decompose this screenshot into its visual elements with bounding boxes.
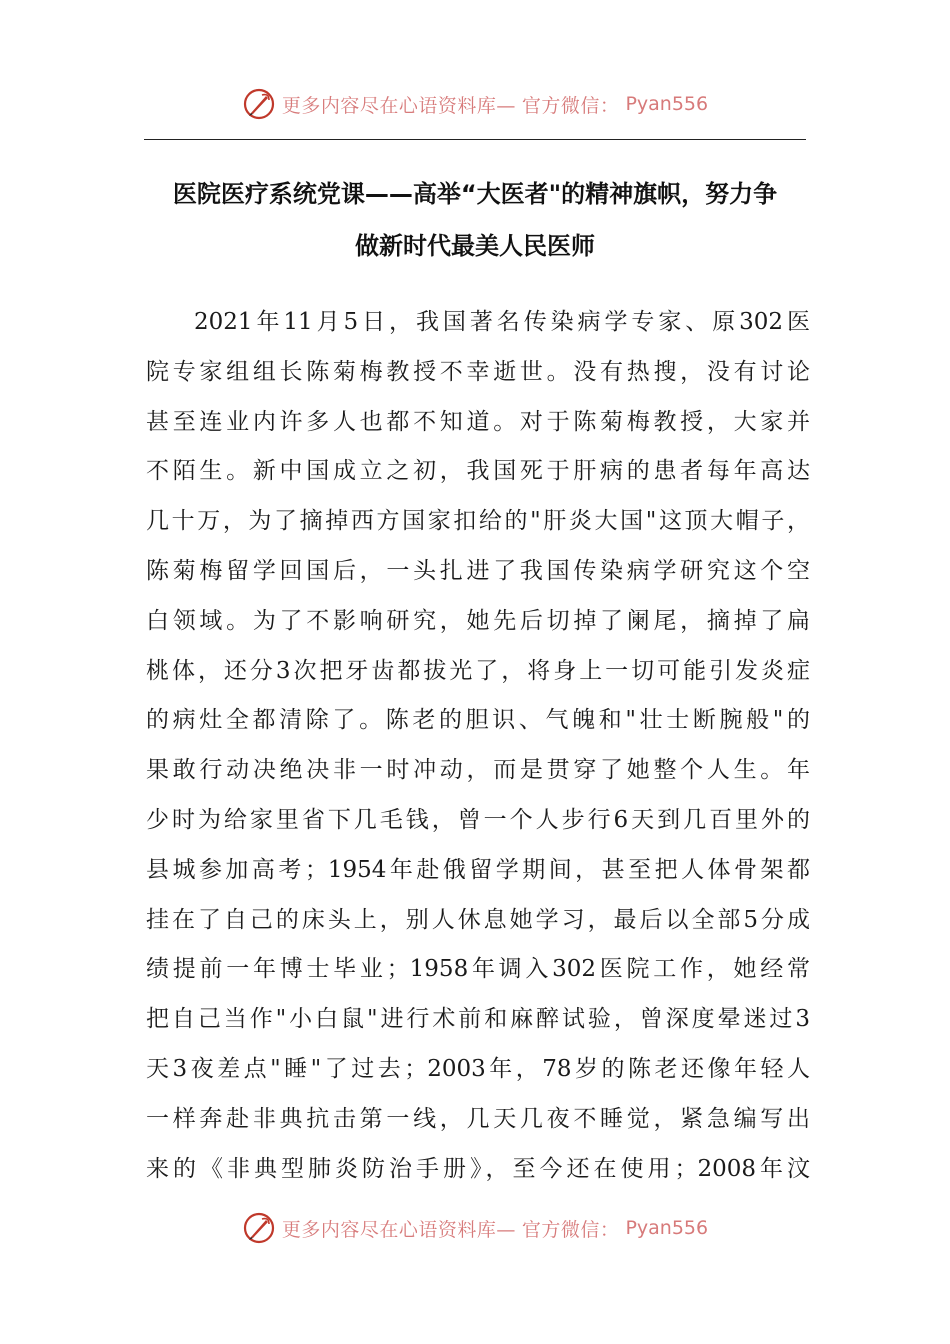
quill-pen-logo-icon (242, 87, 276, 121)
paragraph-line: 一样奔赴非典抗击第一线，几天几夜不睡觉，紧急编写出 (146, 1105, 810, 1132)
document-title (144, 168, 806, 272)
paragraph-line: 县城参加高考；1954年赴俄留学期间，甚至把人体骨架都 (146, 856, 810, 883)
paragraph-line: 院专家组组长陈菊梅教授不幸逝世。没有热搜，没有讨论 (146, 358, 810, 385)
paragraph-line: 挂在了自己的床头上，别人休息她学习，最后以全部5分成 (146, 906, 810, 933)
watermark-official: 官方微信： (521, 1218, 620, 1241)
paragraph-line: 2021年11月5日，我国著名传染病学专家、原302医 (194, 309, 810, 335)
paragraph-line: 天3夜差点"睡"了过去；2003年，78岁的陈老还像年轻人 (146, 1055, 810, 1082)
footer-watermark (0, 1208, 950, 1248)
paragraph-line: 的病灶全都清除了。陈老的胆识、气魄和"壮士断腕般"的 (146, 707, 810, 734)
paragraph-line: 甚至连业内许多人也都不知道。对于陈菊梅教授，大家并 (146, 408, 810, 435)
watermark-official: 官方微信： (521, 94, 620, 117)
paragraph-line: 少时为给家里省下几毛钱，曾一个人步行6天到几百里外的 (146, 806, 810, 833)
header-divider (144, 139, 806, 140)
title-line: 医院医疗系统党课——高举“大医者"的精神旗帜，努力争 (172, 180, 778, 208)
paragraph-line: 不陌生。新中国成立之初，我国死于肝病的患者每年高达 (146, 458, 810, 485)
body-paragraph (146, 298, 810, 1194)
paragraph-line: 陈菊梅留学回国后，一头扎进了我国传染病学研究这个空 (146, 557, 810, 584)
paragraph-line: 桃体，还分3次把牙齿都拔光了，将身上一切可能引发炎症 (146, 657, 810, 684)
paragraph-line: 几十万，为了摘掉西方国家扣给的"肝炎大国"这顶大帽子， (146, 508, 810, 535)
paragraph-line: 果敢行动决绝决非一时冲动，而是贯穿了她整个人生。年 (146, 757, 810, 784)
watermark-handle: Pyan556 (625, 93, 709, 115)
watermark-text: 更多内容尽在心语资料库— (281, 94, 516, 117)
watermark-text: 更多内容尽在心语资料库— (281, 1218, 516, 1241)
paragraph-line: 把自己当作"小白鼠"进行术前和麻醉试验，曾深度晕迷过3 (146, 1006, 810, 1033)
quill-pen-logo-icon (242, 1211, 276, 1245)
paragraph-line: 来的《非典型肺炎防治手册》，至今还在使用；2008年汶 (146, 1155, 810, 1182)
paragraph-line: 白领域。为了不影响研究，她先后切掉了阑尾，摘掉了扁 (146, 607, 810, 634)
paragraph-line: 绩提前一年博士毕业；1958年调入302医院工作，她经常 (146, 956, 810, 983)
title-line: 做新时代最美人民医师 (355, 232, 595, 260)
watermark-handle: Pyan556 (625, 1217, 709, 1239)
header-watermark (0, 84, 950, 124)
